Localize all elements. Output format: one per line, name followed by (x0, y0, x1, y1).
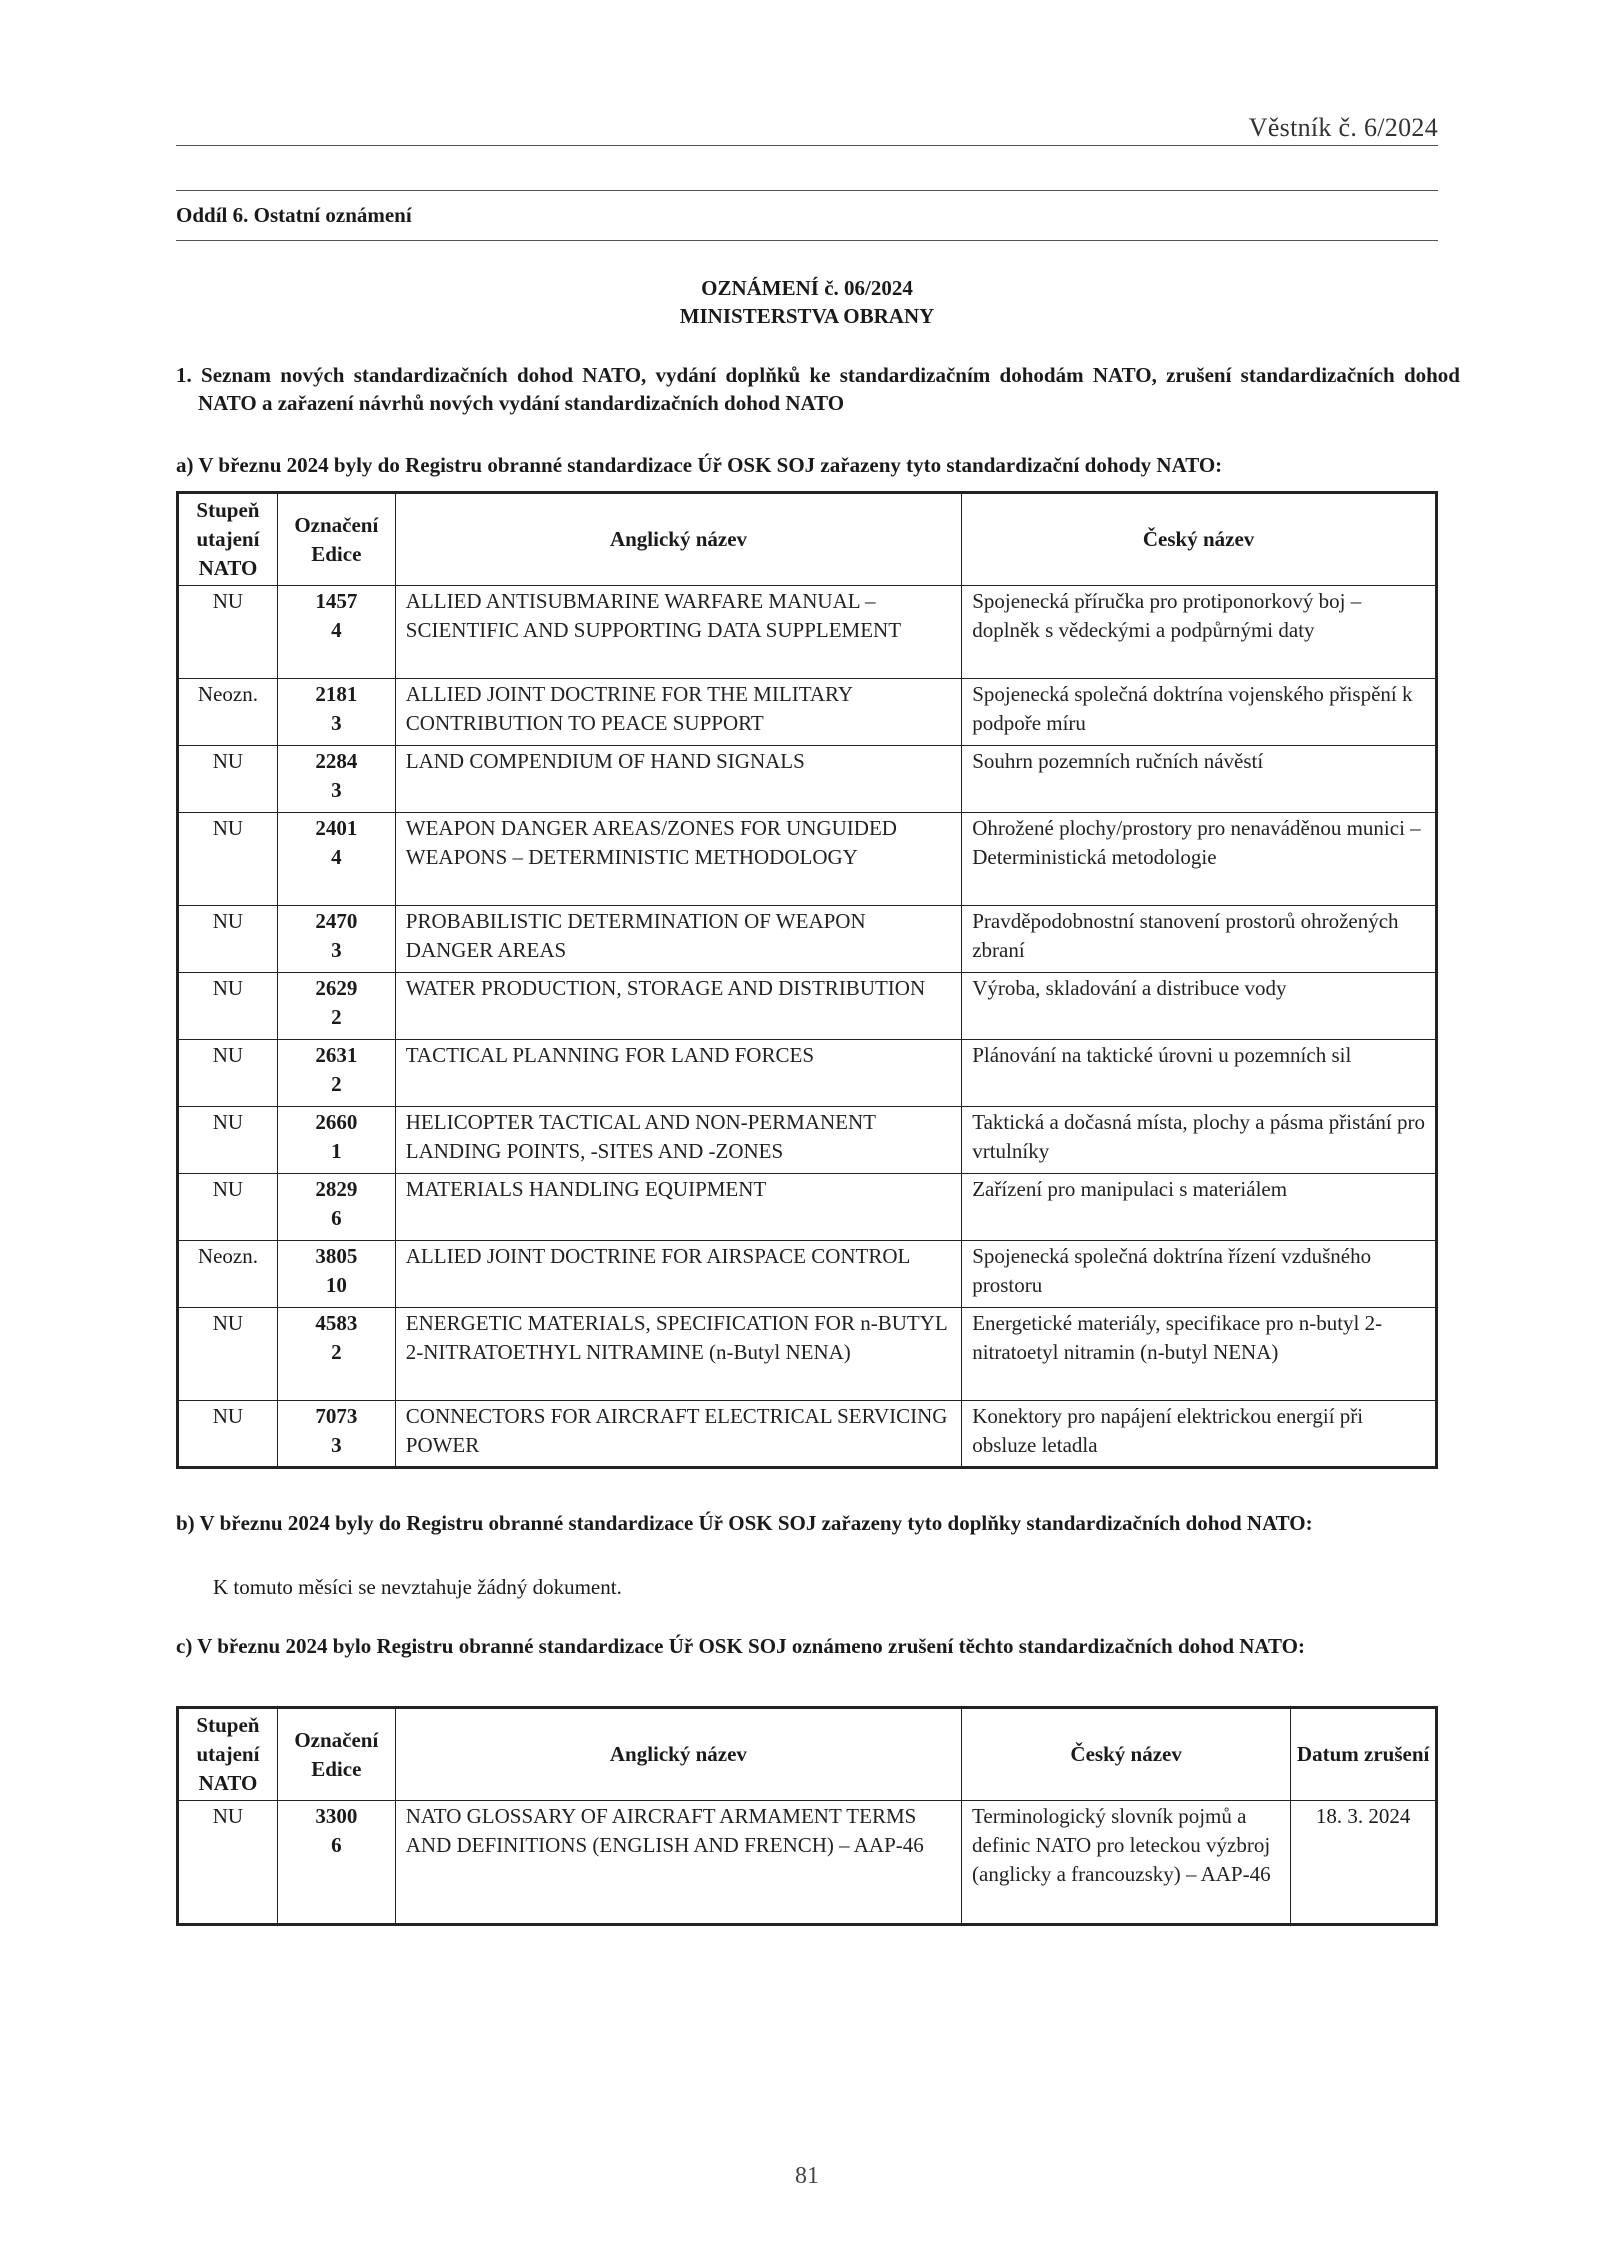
table-row (178, 1107, 1437, 1174)
classification-cell: NU (178, 973, 278, 1040)
standard-edition: 6 (331, 1833, 342, 1857)
section-rule-bottom (176, 240, 1438, 241)
table-row (178, 906, 1437, 973)
english-title-cell: WATER PRODUCTION, STORAGE AND DISTRIBUTION (395, 973, 961, 1040)
table-row (178, 1401, 1437, 1468)
table-row (178, 679, 1437, 746)
standard-edition: 10 (325, 1273, 347, 1297)
section-b-heading: b) V březnu 2024 byly do Registru obranné standardizace Úř OSK SOJ zařazeny tyto doplňky standardizačních dohod NATO: (176, 1511, 1313, 1535)
designation-edition-cell (277, 1107, 395, 1174)
classification-cell: NU (178, 1107, 278, 1174)
standard-edition: 4 (331, 618, 342, 642)
designation-edition-cell (277, 1308, 395, 1401)
standard-number: 2829 (315, 1177, 358, 1201)
designation-edition-cell (277, 813, 395, 906)
standard-number: 3300 (315, 1804, 358, 1828)
designation-edition-cell (277, 906, 395, 973)
section-a-heading: a) V březnu 2024 byly do Registru obranné standardizace Úř OSK SOJ zařazeny tyto standardizační dohody NATO: (176, 453, 1223, 477)
journal-header: Věstník č. 6/2024 (1248, 113, 1438, 142)
classification-cell: NU (178, 1801, 278, 1925)
standard-edition: 6 (331, 1206, 342, 1230)
table-row (178, 813, 1437, 906)
standard-edition: 3 (331, 1433, 342, 1457)
designation-edition-cell (277, 1401, 395, 1468)
english-title-cell: ALLIED ANTISUBMARINE WARFARE MANUAL – SCIENTIFIC AND SUPPORTING DATA SUPPLEMENT (395, 586, 961, 679)
czech-title-cell: Konektory pro napájení elektrickou energií při obsluze letadla (962, 1401, 1437, 1468)
classification-cell: NU (178, 906, 278, 973)
standard-number: 2660 (315, 1110, 358, 1134)
standard-edition: 3 (331, 778, 342, 802)
classification-cell: NU (178, 1401, 278, 1468)
classification-cell: NU (178, 1040, 278, 1107)
designation-edition-cell (277, 1174, 395, 1241)
table-header-row (178, 1708, 1437, 1801)
column-header-czech: Český název (962, 1708, 1291, 1801)
czech-title-cell: Taktická a dočasná místa, plochy a pásma přistání pro vrtulníky (962, 1107, 1437, 1174)
standard-number: 2470 (315, 909, 358, 933)
czech-title-cell: Spojenecká společná doktrína vojenského přispění k podpoře míru (962, 679, 1437, 746)
english-title-cell: PROBABILISTIC DETERMINATION OF WEAPON DANGER AREAS (395, 906, 961, 973)
section-rule-top (176, 190, 1438, 191)
table-row (178, 1801, 1437, 1925)
cancel-date-cell: 18. 3. 2024 (1291, 1801, 1437, 1925)
standard-edition: 4 (331, 845, 342, 869)
column-header-english: Anglický název (395, 493, 961, 586)
standard-edition: 3 (331, 938, 342, 962)
czech-title-cell: Spojenecká společná doktrína řízení vzdušného prostoru (962, 1241, 1437, 1308)
ministry-title: MINISTERSTVA OBRANY (679, 304, 935, 328)
czech-title-cell: Zařízení pro manipulaci s materiálem (962, 1174, 1437, 1241)
standard-edition: 2 (331, 1340, 342, 1364)
standard-number: 3805 (315, 1244, 358, 1268)
header-rule (176, 145, 1438, 146)
table-row (178, 1308, 1437, 1401)
standard-edition: 3 (331, 711, 342, 735)
standards-table-c (176, 1706, 1438, 1926)
designation-edition-cell (277, 746, 395, 813)
table-header-row (178, 493, 1437, 586)
section-c-heading: c) V březnu 2024 bylo Registru obranné standardizace Úř OSK SOJ oznámeno zrušení těchto standardizačních dohod NATO: (176, 1634, 1305, 1658)
english-title-cell: WEAPON DANGER AREAS/ZONES FOR UNGUIDED WEAPONS – DETERMINISTIC METHODOLOGY (395, 813, 961, 906)
table-row (178, 1241, 1437, 1308)
designation-edition-cell (277, 679, 395, 746)
standards-table-a (176, 491, 1438, 1469)
column-header-level: Stupeň utajení NATO (178, 493, 278, 586)
designation-edition-cell (277, 1801, 395, 1925)
classification-cell: Neozn. (178, 1241, 278, 1308)
english-title-cell: LAND COMPENDIUM OF HAND SIGNALS (395, 746, 961, 813)
table-row (178, 746, 1437, 813)
classification-cell: NU (178, 813, 278, 906)
standard-edition: 1 (331, 1139, 342, 1163)
english-title-cell: NATO GLOSSARY OF AIRCRAFT ARMAMENT TERMS AND DEFINITIONS (ENGLISH AND FRENCH) – AAP-46 (395, 1801, 961, 1925)
designation-edition-cell (277, 1040, 395, 1107)
standard-edition: 2 (331, 1072, 342, 1096)
english-title-cell: ENERGETIC MATERIALS, SPECIFICATION FOR n-BUTYL 2-NITRATOETHYL NITRAMINE (n-Butyl NENA) (395, 1308, 961, 1401)
classification-cell: NU (178, 586, 278, 679)
column-header-level: Stupeň utajení NATO (178, 1708, 278, 1801)
standard-number: 2401 (315, 816, 358, 840)
table-row (178, 1174, 1437, 1241)
classification-cell: Neozn. (178, 679, 278, 746)
standard-number: 4583 (315, 1311, 358, 1335)
standard-number: 2631 (315, 1043, 358, 1067)
standard-number: 2629 (315, 976, 358, 1000)
column-header-designation: Označení Edice (277, 1708, 395, 1801)
page-number: 81 (795, 2163, 819, 2189)
standard-number: 1457 (315, 589, 358, 613)
classification-cell: NU (178, 1174, 278, 1241)
english-title-cell: ALLIED JOINT DOCTRINE FOR AIRSPACE CONTROL (395, 1241, 961, 1308)
czech-title-cell: Souhrn pozemních ručních návěstí (962, 746, 1437, 813)
table-row (178, 1040, 1437, 1107)
english-title-cell: TACTICAL PLANNING FOR LAND FORCES (395, 1040, 961, 1107)
designation-edition-cell (277, 1241, 395, 1308)
table-row (178, 586, 1437, 679)
column-header-czech: Český název (962, 493, 1437, 586)
czech-title-cell: Terminologický slovník pojmů a definic NATO pro leteckou výzbroj (anglicky a francouzsky) – AAP-46 (962, 1801, 1291, 1925)
standard-number: 2284 (315, 749, 358, 773)
announcement-title: OZNÁMENÍ č. 06/2024 (701, 276, 913, 300)
standard-number: 2181 (315, 682, 358, 706)
czech-title-cell: Plánování na taktické úrovni u pozemních sil (962, 1040, 1437, 1107)
czech-title-cell: Spojenecká příručka pro protiponorkový boj – doplněk s vědeckými a podpůrnými daty (962, 586, 1437, 679)
czech-title-cell: Ohrožené plochy/prostory pro nenaváděnou munici – Deterministická metodologie (962, 813, 1437, 906)
classification-cell: NU (178, 746, 278, 813)
english-title-cell: CONNECTORS FOR AIRCRAFT ELECTRICAL SERVICING POWER (395, 1401, 961, 1468)
section-title: Oddíl 6. Ostatní oznámení (176, 203, 412, 227)
english-title-cell: MATERIALS HANDLING EQUIPMENT (395, 1174, 961, 1241)
classification-cell: NU (178, 1308, 278, 1401)
section-b-note: K tomuto měsíci se nevztahuje žádný dokument. (213, 1575, 622, 1599)
column-header-cancel-date: Datum zrušení (1291, 1708, 1437, 1801)
designation-edition-cell (277, 973, 395, 1040)
english-title-cell: HELICOPTER TACTICAL AND NON-PERMANENT LANDING POINTS, -SITES AND -ZONES (395, 1107, 961, 1174)
english-title-cell: ALLIED JOINT DOCTRINE FOR THE MILITARY CONTRIBUTION TO PEACE SUPPORT (395, 679, 961, 746)
czech-title-cell: Energetické materiály, specifikace pro n-butyl 2-nitratoetyl nitramin (n-butyl NENA) (962, 1308, 1437, 1401)
standard-edition: 2 (331, 1005, 342, 1029)
table-row (178, 973, 1437, 1040)
designation-edition-cell (277, 586, 395, 679)
standard-number: 7073 (315, 1404, 358, 1428)
czech-title-cell: Pravděpodobnostní stanovení prostorů ohrožených zbraní (962, 906, 1437, 973)
column-header-designation: Označení Edice (277, 493, 395, 586)
column-header-english: Anglický název (395, 1708, 961, 1801)
intro-paragraph: 1. Seznam nových standardizačních dohod NATO, vydání doplňků ke standardizačním dohodám NATO, zrušení standardizačních dohod NATO a zařazení návrhů nových vydání standardizačních dohod NATO (176, 363, 1460, 415)
czech-title-cell: Výroba, skladování a distribuce vody (962, 973, 1437, 1040)
